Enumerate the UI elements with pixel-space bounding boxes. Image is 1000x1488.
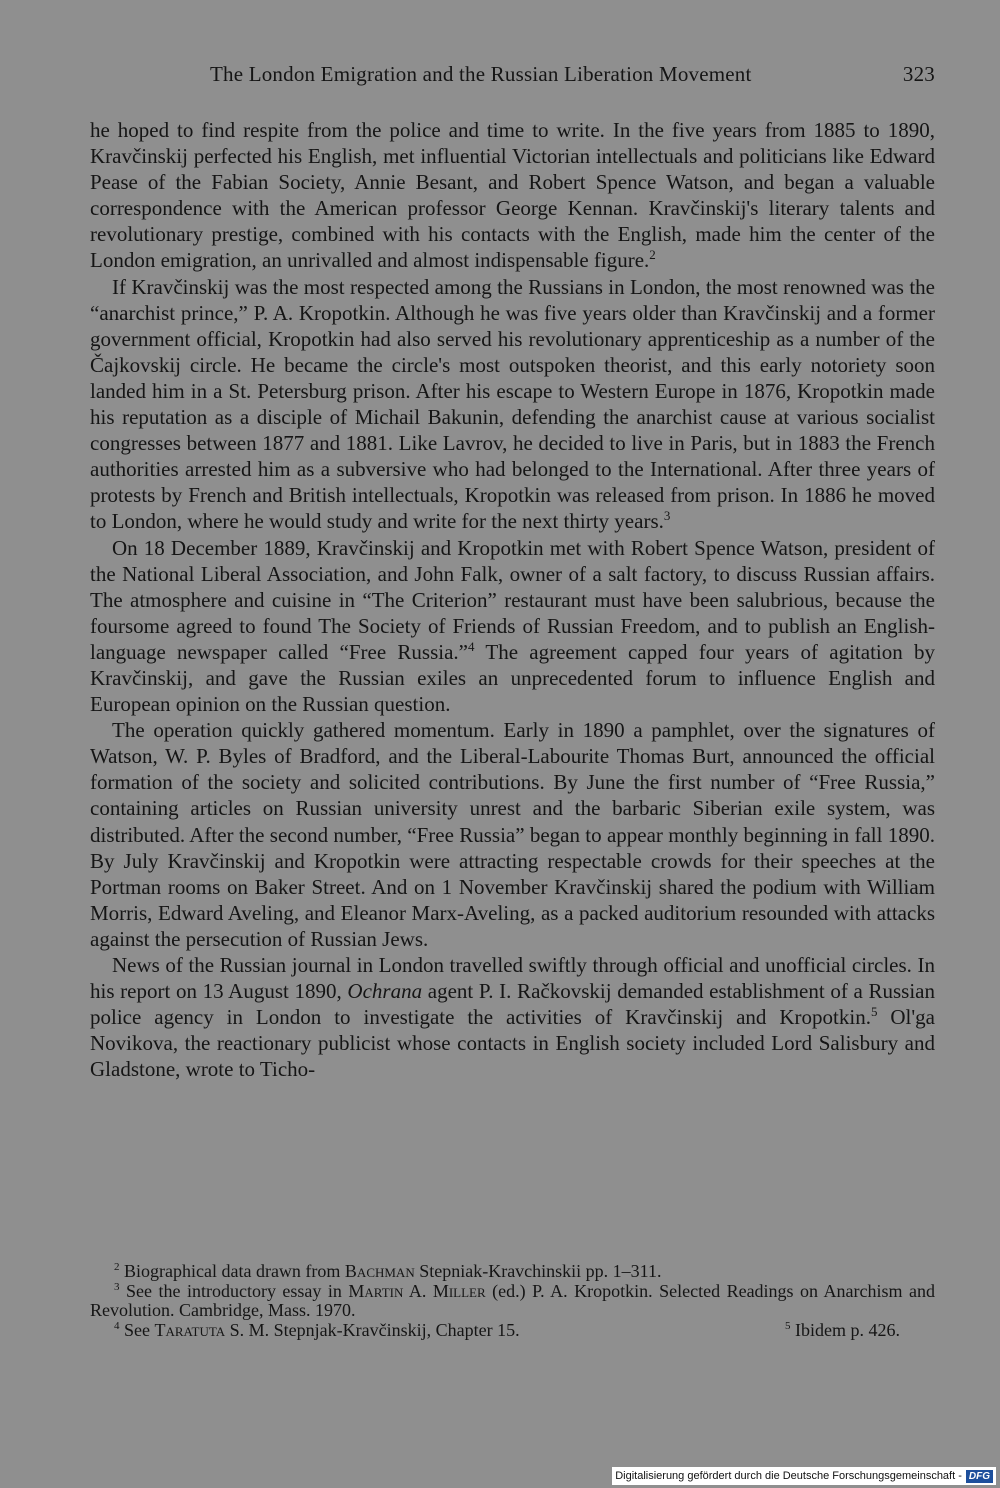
- paragraph: If Kravčinskij was the most respected among the Russians in London, the most renowned was the “anarchist prince,” P. A. Kropotkin. Although he was five years older than Kravčinskij and a former government official, Kropotkin had also served his revolutionary apprenticeship as a number of the Čajkovskij circle. He became the circle's most outspoken theorist, and this early notoriety soon landed him in a St. Petersburg prison. After his escape to Western Europe in 1876, Kropotkin made his reputation as a disciple of Michail Bakunin, defending the anarchist cause at various socialist congresses between 1877 and 1881. Like Lavrov, he decided to live in Paris, but in 1883 the French authorities arrested him as a subversive who had belonged to the International. After three years of protests by French and British intellectuals, Kropotkin was released from prison. In 1886 he moved to London, where he would study and write for the next thirty years.$^3$: [90, 274, 935, 534]
- footnote-author: Taratuta: [154, 1319, 226, 1340]
- running-title: The London Emigration and the Russian Liberation Movement: [210, 62, 752, 86]
- dfg-logo: DFG: [966, 1470, 993, 1483]
- italic-term: Ochrana: [347, 979, 423, 1004]
- footnote: $^5$ Ibidem p. 426.: [785, 1319, 900, 1340]
- paragraph: The operation quickly gathered momentum. Early in 1890 a pamphlet, over the signatures of Watson, W. P. Byles of Bradford, and the Liberal-Labourite Thomas Burt, announced the official formation of the society and solicited contributions. By June the first number of “Free Russia,” containing articles on Russian university unrest and the barbaric Siberian exile system, was distributed. After the second number, “Free Russia” began to appear monthly beginning in fall 1890. By July Kravčinskij and Kropotkin were attracting respectable crowds for their speeches at the Portman rooms on Baker Street. And on 1 November Kravčinskij shared the podium with William Morris, Edward Aveling, and Eleanor Marx-Aveling, as a packed auditorium resounded with attacks against the persecution of Russian Jews.: [90, 718, 935, 951]
- paragraph: he hoped to find respite from the police and time to write. In the five years from 1885 to 1890, Kravčinskij perfected his English, met influential Victorian intellectuals and politicians like Edward Pease of the Fabian Society, Annie Besant, and Robert Spence Watson, and began a valuable correspondence with the American professor George Kennan. Kravčinskij's literary talents and revolutionary prestige, combined with his contacts with the English, made him the center of the London emigration, an unrivalled and almost indispensable figure.$^2$: [90, 118, 935, 273]
- footnote: $^4$ See Taratuta S. M. Stepnjak-Kravčinskij, Chapter 15. $^5$ Ibidem p. 426.: [114, 1319, 900, 1340]
- footnote: $^3$ See the introductory essay in Martin A. Miller (ed.) P. A. Kropotkin. Selected Readings on Anarchism and Revolution. Cambridge, Mass. 1970.: [90, 1280, 936, 1320]
- running-header: [90, 58, 935, 92]
- paragraph: News of the Russian journal in London travelled swiftly through official and unofficial circles. In his report on 13 August 1890, Ochrana agent P. I. Račkovskij demanded establishment of a Russian police agency in London to investigate the activities of Kravčinskij and Kropotkin.$^5$ Ol'ga Novikova, the reactionary publicist whose contacts in English society included Lord Salisbury and Gladstone, wrote to Ticho-: [90, 953, 936, 1082]
- footnotes: [90, 1262, 935, 1340]
- footnote-ref[interactable]: 4: [467, 638, 475, 654]
- footnote-author: Martin A. Miller: [348, 1280, 486, 1301]
- footnote-ref[interactable]: 3: [663, 508, 671, 524]
- footnote: $^2$ Biographical data drawn from Bachman Stepniak-Kravchinskii pp. 1–311.: [114, 1261, 662, 1281]
- digitization-credit: [612, 1467, 996, 1485]
- paragraph: On 18 December 1889, Kravčinskij and Kropotkin met with Robert Spence Watson, president of the National Liberal Association, and John Falk, owner of a salt factory, to discuss Russian affairs. The atmosphere and cuisine in “The Criterion” restaurant must have been salubrious, because the foursome agreed to found The Society of Friends of Russian Freedom, and to publish an English-language newspaper called “Free Russia.”$^4$ The agreement capped four years of agitation by Kravčinskij, and gave the Russian exiles an unprecedented forum to influence English and European opinion on the Russian question.: [90, 535, 936, 717]
- credit-text: Digitalisierung gefördert durch die Deutsche Forschungsgemeinschaft -: [615, 1470, 962, 1482]
- footnote-author: Bachman: [344, 1261, 415, 1281]
- footnote-ref[interactable]: 2: [649, 247, 656, 263]
- body-text: [90, 117, 935, 1082]
- footnote-ref[interactable]: 5: [870, 1004, 878, 1020]
- page-number: 323: [902, 62, 935, 86]
